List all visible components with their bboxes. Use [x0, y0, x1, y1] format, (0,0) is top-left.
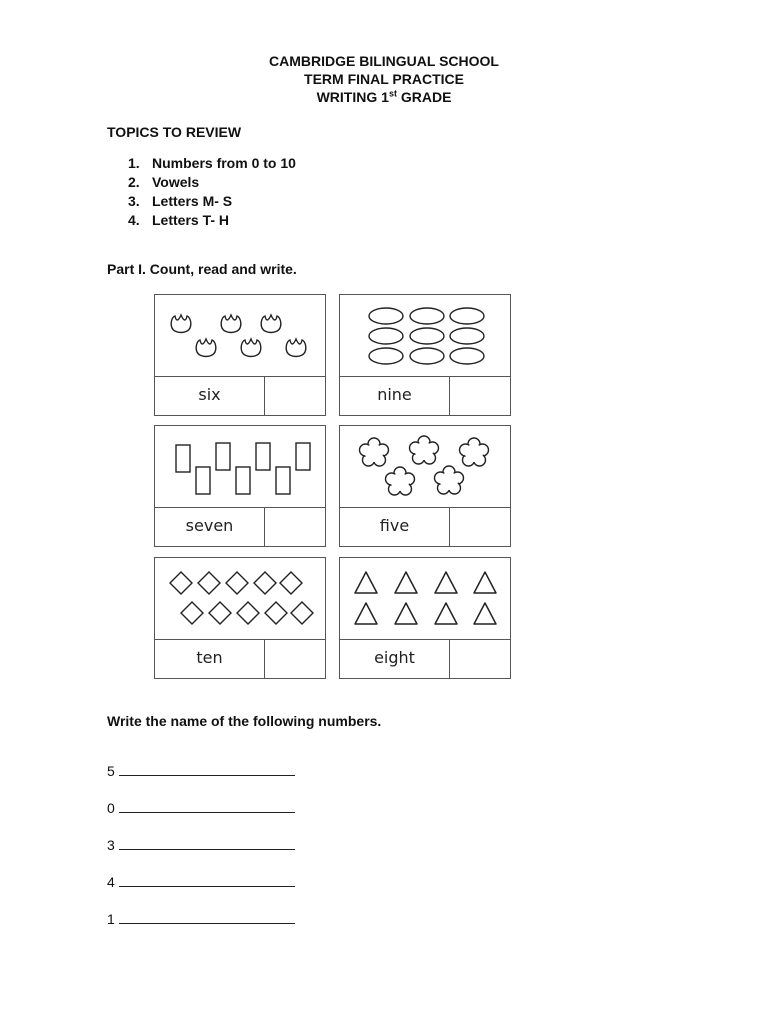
count-card-nine: [339, 294, 511, 416]
number-word: ten: [155, 640, 265, 678]
answer-box[interactable]: [450, 377, 510, 415]
count-card-five: [339, 425, 511, 547]
grade-suffix: GRADE: [396, 89, 452, 105]
answer-box[interactable]: [265, 377, 325, 415]
answer-box[interactable]: [450, 640, 510, 678]
write-line: [107, 763, 295, 779]
topic-number: 2.: [128, 174, 140, 190]
topic-item: [128, 212, 229, 228]
topic-item: [128, 193, 232, 209]
number-word: seven: [155, 508, 265, 546]
topic-text: Letters M- S: [152, 193, 233, 209]
number-word: nine: [340, 377, 450, 415]
number-word: six: [155, 377, 265, 415]
answer-box[interactable]: [265, 640, 325, 678]
topic-number: 3.: [128, 193, 140, 209]
answer-line[interactable]: [119, 800, 295, 813]
line-number: 3: [107, 837, 115, 853]
answer-box[interactable]: [450, 508, 510, 546]
leaf-icon: [155, 295, 325, 377]
topic-number: 4.: [128, 212, 140, 228]
count-card-ten: [154, 557, 326, 679]
number-word: eight: [340, 640, 450, 678]
grade-title: [0, 89, 768, 105]
rectangle-icon: [155, 426, 325, 508]
topic-item: [128, 174, 199, 190]
flower-icon: [340, 426, 510, 508]
topic-text: Letters T- H: [152, 212, 230, 228]
line-number: 1: [107, 911, 115, 927]
line-number: 4: [107, 874, 115, 890]
write-line: [107, 837, 295, 853]
diamond-icon: [155, 558, 325, 640]
school-name: CAMBRIDGE BILINGUAL SCHOOL: [269, 53, 499, 69]
answer-line[interactable]: [119, 763, 295, 776]
part2-instruction: Write the name of the following numbers.: [107, 713, 382, 729]
write-line: [107, 800, 295, 816]
triangle-icon: [340, 558, 510, 640]
write-line: [107, 874, 295, 890]
write-line: [107, 911, 295, 927]
grade-prefix: WRITING 1: [316, 89, 389, 105]
oval-icon: [340, 295, 510, 377]
answer-line[interactable]: [119, 874, 295, 887]
count-card-eight: [339, 557, 511, 679]
topic-item: [128, 155, 296, 171]
part1-instruction: Part I. Count, read and write.: [107, 261, 297, 277]
count-card-seven: [154, 425, 326, 547]
topic-number: 1.: [128, 155, 140, 171]
count-card-six: [154, 294, 326, 416]
topic-text: Numbers from 0 to 10: [152, 155, 296, 171]
line-number: 5: [107, 763, 115, 779]
topic-text: Vowels: [152, 174, 200, 190]
line-number: 0: [107, 800, 115, 816]
answer-line[interactable]: [119, 837, 295, 850]
grade-sup: st: [388, 88, 397, 99]
answer-line[interactable]: [119, 911, 295, 924]
answer-box[interactable]: [265, 508, 325, 546]
number-word: five: [340, 508, 450, 546]
exam-title: TERM FINAL PRACTICE: [304, 71, 464, 87]
topics-heading: TOPICS TO REVIEW: [107, 124, 242, 140]
